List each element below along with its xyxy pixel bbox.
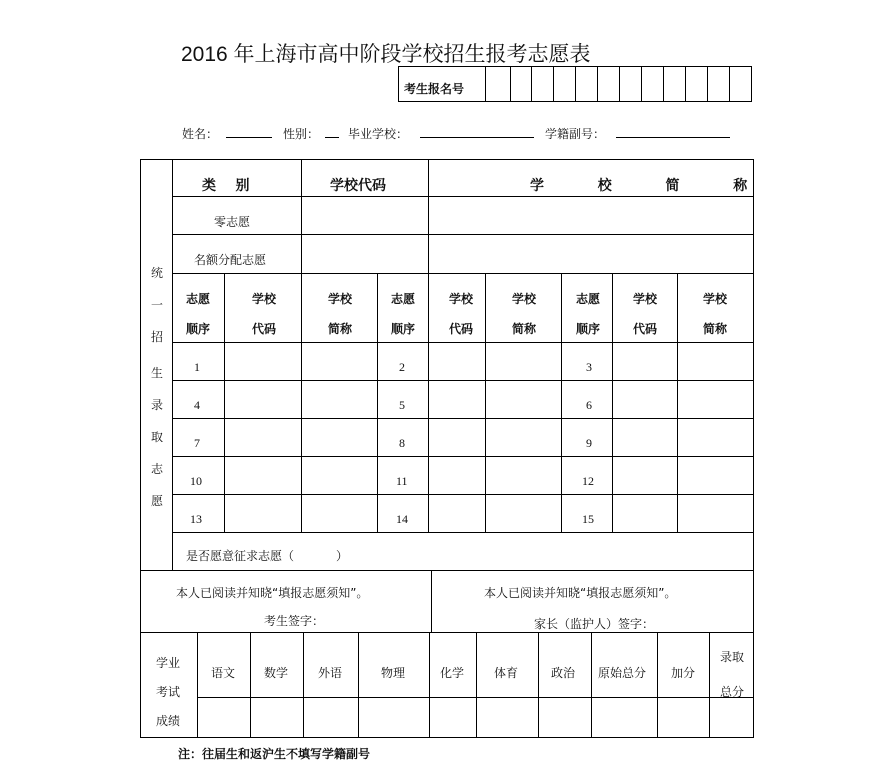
subject-physics: 物理 <box>381 666 406 680</box>
preference-number: 13 <box>190 512 202 526</box>
unified-label-char: 招 <box>150 330 163 344</box>
school-label: 毕业学校： <box>348 127 409 141</box>
subject-pe: 体育 <box>494 666 519 680</box>
quota-code-cell[interactable] <box>302 235 428 273</box>
bonus-label: 加分 <box>671 666 696 680</box>
parent-sign-label: 家长（监护人）签字： <box>534 617 655 631</box>
preference-number: 10 <box>190 474 202 488</box>
preference-number: 2 <box>399 360 405 374</box>
footnote: 注：往届生和返沪生不填写学籍副号 <box>178 747 371 761</box>
name-field[interactable] <box>226 136 272 138</box>
parent-confirm-text: 本人已阅读并知晓“填报志愿须知”。 <box>484 586 677 600</box>
adjust-question: 是否愿意征求志愿（ ） <box>186 549 348 563</box>
raw-total-label: 原始总分 <box>598 666 647 680</box>
registry-field[interactable] <box>616 136 730 138</box>
unified-label-char: 录 <box>150 398 163 412</box>
preference-number: 5 <box>399 398 405 412</box>
admission-total-label: 录取 <box>720 650 745 664</box>
unified-label-char: 志 <box>150 462 163 476</box>
preference-number: 9 <box>586 436 592 450</box>
subject-foreign-language: 外语 <box>318 666 343 680</box>
header-school-code: 学校代码 <box>330 178 386 194</box>
school-field[interactable] <box>420 136 534 138</box>
zero-code-cell[interactable] <box>302 197 428 234</box>
preference-number: 15 <box>582 512 594 526</box>
preference-number: 1 <box>194 360 200 374</box>
exam-number-label: 考生报名号 <box>404 82 465 96</box>
student-sign-label: 考生签字： <box>264 614 325 628</box>
unified-label-char: 生 <box>150 366 163 380</box>
score-label: 考试 <box>156 685 181 699</box>
preference-number: 11 <box>396 474 408 488</box>
unified-label-char: 取 <box>150 430 163 444</box>
preference-number: 3 <box>586 360 592 374</box>
preference-number: 14 <box>396 512 408 526</box>
subject-math: 数学 <box>264 666 289 680</box>
admission-total-label: 总分 <box>720 685 745 699</box>
quota-name-cell[interactable] <box>429 235 753 273</box>
student-confirm-text: 本人已阅读并知晓“填报志愿须知”。 <box>176 586 369 600</box>
gender-label: 性别： <box>283 127 320 141</box>
quota-preference-label: 名额分配志愿 <box>194 253 267 267</box>
zero-name-cell[interactable] <box>429 197 753 234</box>
score-label: 学业 <box>156 656 181 670</box>
subject-chinese: 语文 <box>211 666 236 680</box>
zero-preference-label: 零志愿 <box>214 215 251 229</box>
preference-number: 4 <box>194 398 200 412</box>
subject-chemistry: 化学 <box>440 666 465 680</box>
preference-number: 12 <box>582 474 594 488</box>
gender-field[interactable] <box>325 136 339 138</box>
preference-number: 7 <box>194 436 200 450</box>
preference-number: 6 <box>586 398 592 412</box>
name-label: 姓名： <box>182 127 219 141</box>
preference-number: 8 <box>399 436 405 450</box>
unified-label-char: 统 <box>150 266 163 280</box>
subject-politics: 政治 <box>551 666 576 680</box>
unified-label-char: 愿 <box>150 494 163 508</box>
registry-label: 学籍副号： <box>545 127 606 141</box>
header-category: 类 别 <box>202 178 250 194</box>
score-label: 成绩 <box>156 714 181 728</box>
page-title: 2016 年上海市高中阶段学校招生报考志愿表 <box>181 43 591 66</box>
unified-label-char: 一 <box>150 298 163 312</box>
header-school-name: 学 校 简 称 <box>530 178 748 194</box>
